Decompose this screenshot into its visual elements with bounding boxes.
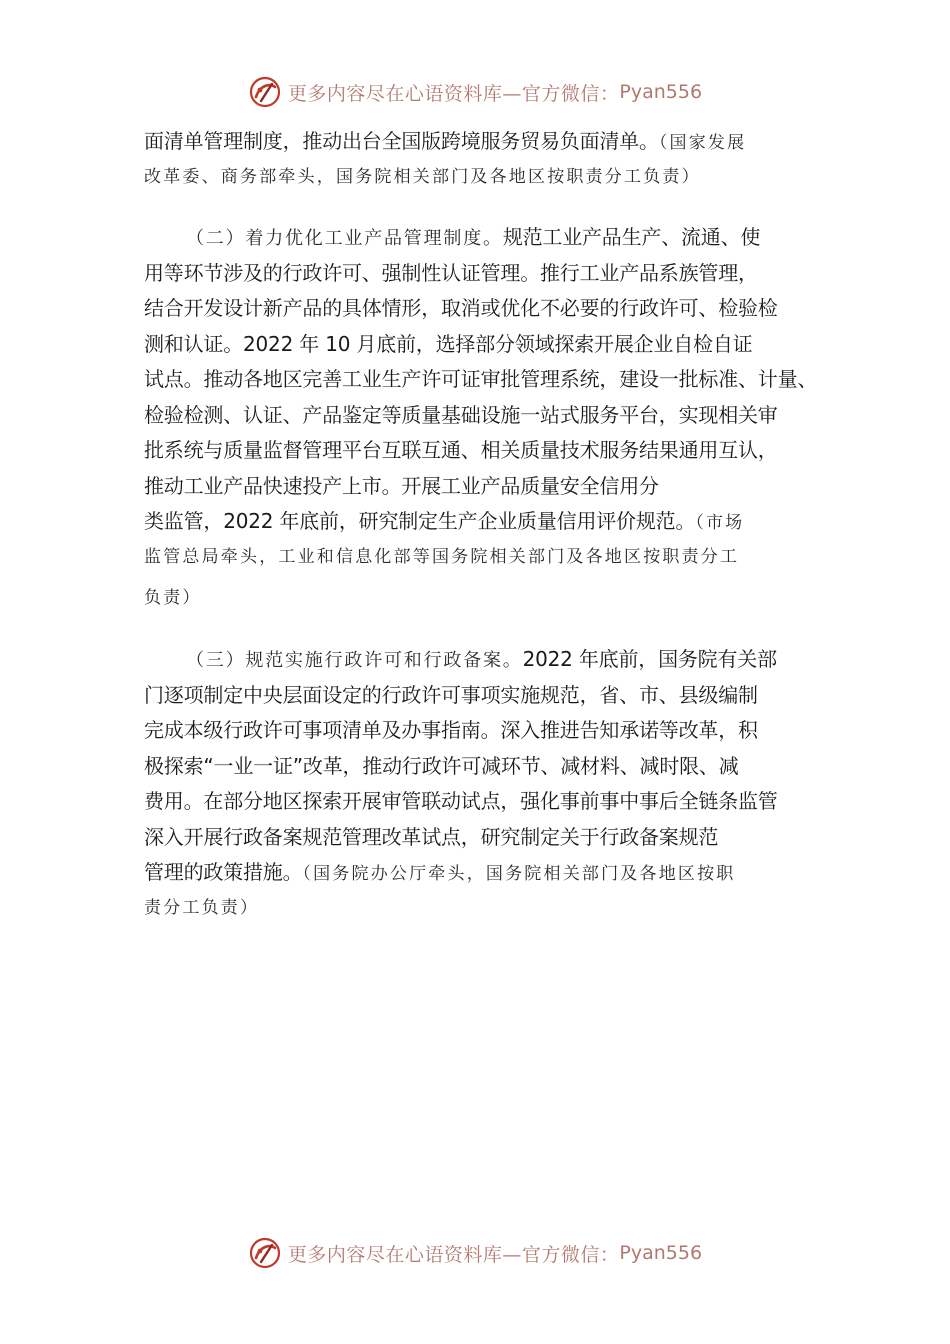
text-line bbox=[144, 855, 834, 891]
header-watermark-banner bbox=[0, 70, 950, 114]
text-line: 完成本级行政许可事项清单及办事指南。深入推进告知承诺等改革，积 bbox=[144, 718, 758, 742]
text-line-content: 2022 年底前，国务院有关部 bbox=[522, 647, 777, 671]
footer-watermark-banner bbox=[0, 1231, 950, 1275]
section-heading: （二）着力优化工业产品管理制度。 bbox=[186, 228, 503, 249]
text-line bbox=[144, 642, 834, 678]
text-line-content: 管理的政策措施。 bbox=[144, 860, 303, 884]
text-line: 结合开发设计新产品的具体情形，取消或优化不必要的行政许可、检验检 bbox=[144, 296, 778, 320]
text-line: 极探索“一业一证”改革，推动行政许可减环节、减材料、减时限、减 bbox=[144, 753, 739, 778]
responsibility-note: （市场 bbox=[695, 513, 745, 533]
paragraph-section-2 bbox=[144, 220, 834, 621]
logo-icon bbox=[248, 75, 282, 109]
banner-wechat-id: Pyan556 bbox=[619, 81, 703, 103]
responsibility-note: （国务院办公厅牵头，国务院相关部门及各地区按职 bbox=[302, 864, 736, 884]
text-line: 推动工业产品快速投产上市。开展工业产品质量安全信用分 bbox=[144, 473, 659, 498]
text-line bbox=[144, 220, 834, 256]
logo-icon bbox=[248, 1236, 282, 1270]
text-line: 批系统与质量监督管理平台互联互通、相关质量技术服务结果通用互认， bbox=[144, 438, 778, 462]
text-line: 检验检测、认证、产品鉴定等质量基础设施一站式服务平台，实现相关审 bbox=[144, 402, 778, 427]
responsibility-note-line: 改革委、商务部牵头，国务院相关部门及各地区按职责分工负责） bbox=[144, 166, 701, 187]
banner-text: 更多内容尽在心语资料库—官方微信： bbox=[287, 1243, 620, 1266]
text-line: 用等环节涉及的行政许可、强制性认证管理。推行工业产品系族管理， bbox=[144, 260, 758, 285]
text-line: 门逐项制定中央层面设定的行政许可事项实施规范，省、市、县级编制 bbox=[144, 682, 758, 707]
paragraph-section-1 bbox=[144, 124, 834, 195]
text-line-content: 面清单管理制度，推动出台全国版跨境服务贸易负面清单。 bbox=[144, 129, 659, 153]
text-line: 费用。在部分地区探索开展审管联动试点，强化事前事中事后全链条监管 bbox=[144, 789, 778, 813]
text-line: 测和认证。2022 年 10 月底前，选择部分领域探索开展企业自检自证 bbox=[144, 331, 753, 356]
responsibility-note-line: 监管总局牵头，工业和信息化部等国务院相关部门及各地区按职责分工 bbox=[144, 546, 740, 567]
section-heading: （三）规范实施行政许可和行政备案。 bbox=[186, 650, 523, 671]
text-line bbox=[144, 124, 834, 160]
text-line-content: 类监管，2022 年底前，研究制定生产企业质量信用评价规范。 bbox=[144, 509, 696, 533]
text-line: 试点。推动各地区完善工业生产许可证审批管理系统，建设一批标准、计量、 bbox=[144, 367, 818, 391]
responsibility-note-line: 负责） bbox=[144, 588, 202, 608]
text-line: 深入开展行政备案规范管理改革试点，研究制定关于行政备案规范 bbox=[144, 824, 719, 849]
banner-text: 更多内容尽在心语资料库—官方微信： bbox=[287, 82, 620, 105]
text-line bbox=[144, 504, 834, 540]
responsibility-note: （国家发展 bbox=[658, 133, 747, 153]
document-body bbox=[144, 124, 834, 926]
banner-wechat-id: Pyan556 bbox=[619, 1242, 703, 1264]
paragraph-section-3 bbox=[144, 642, 834, 926]
responsibility-note-line: 责分工负责） bbox=[144, 897, 260, 918]
text-line-content: 规范工业产品生产、流通、使 bbox=[502, 225, 761, 249]
